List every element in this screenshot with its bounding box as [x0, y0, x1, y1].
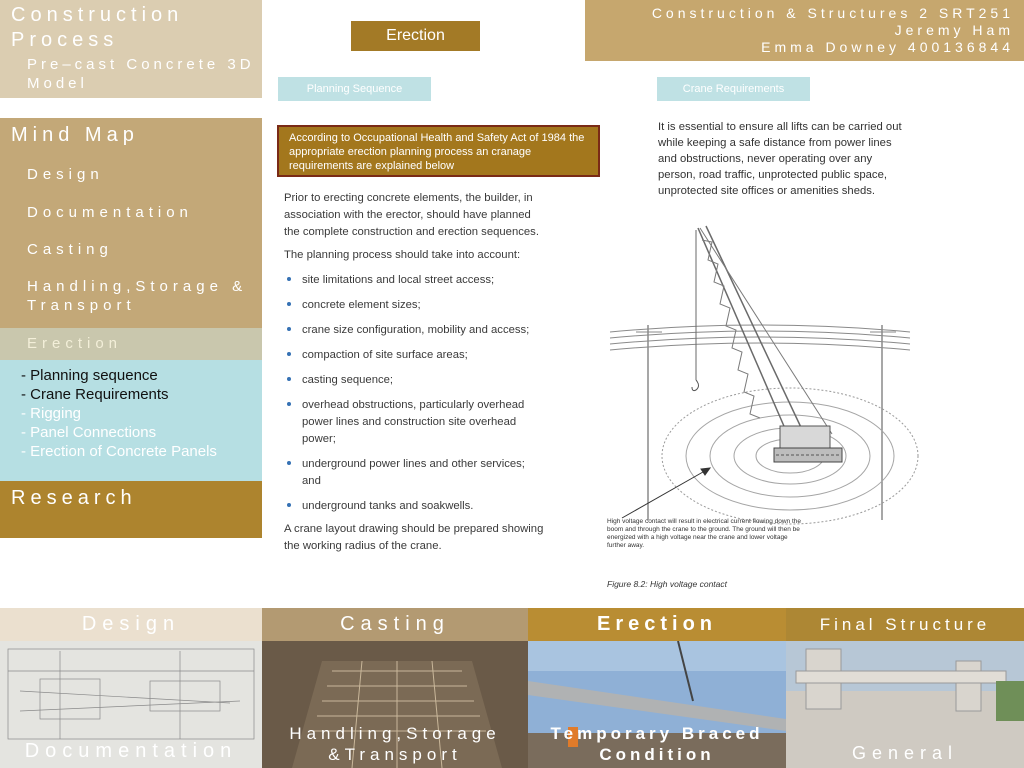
figure-caption: Figure 8.2: High voltage contact — [607, 579, 728, 589]
nav-design[interactable]: Design — [0, 608, 262, 641]
nav-general[interactable]: General — [851, 743, 959, 763]
page-title: Construction Process — [11, 4, 184, 51]
lecturer-name: Jeremy Ham — [894, 22, 1014, 38]
nav-casting[interactable]: Casting — [262, 608, 528, 641]
submenu-panel-connections[interactable]: - Panel Connections — [21, 424, 157, 441]
nav-erection[interactable]: Erection — [528, 608, 786, 641]
sidebar-item-handling[interactable]: Handling,Storage & Transport — [27, 278, 248, 314]
nav-temporary-tile[interactable] — [528, 641, 786, 768]
list-item: • casting sequence; — [302, 370, 546, 389]
sidebar-item-erection[interactable]: Erection — [27, 335, 123, 352]
submenu-erection-panels[interactable]: - Erection of Concrete Panels — [21, 443, 217, 460]
crane-power-line-diagram — [600, 220, 930, 565]
planning-bullet-list — [284, 270, 546, 515]
list-item: • compaction of site surface areas; — [302, 345, 546, 364]
submenu-planning-sequence[interactable]: - Planning sequence — [21, 367, 158, 384]
sidebar-item-research[interactable]: Research — [11, 487, 137, 509]
page-subtitle: Pre–cast Concrete 3D Model — [27, 56, 255, 92]
planning-text — [284, 190, 546, 561]
nav-general-tile[interactable] — [786, 641, 1024, 768]
student-name: Emma Downey 400136844 — [761, 39, 1014, 55]
sidebar-item-documentation[interactable]: Documentation — [27, 204, 193, 221]
contact-note: High voltage contact will result in electrical current flowing down the boom and through the crane to the ground. The ground will then be energized with a high voltage near the crane and lower voltage further away. — [607, 518, 802, 549]
tab-planning-sequence[interactable]: Planning Sequence — [278, 77, 431, 101]
list-item: • underground tanks and soakwells. — [302, 496, 546, 515]
list-item: • crane size configuration, mobility and access; — [302, 320, 546, 339]
nav-final-structure[interactable]: Final Structure — [786, 608, 1024, 641]
nav-temporary-braced[interactable]: Temporary Braced Condition — [550, 724, 764, 764]
nav-documentation-tile[interactable] — [0, 641, 262, 768]
planning-paragraph: The planning process should take into account: — [284, 249, 521, 261]
list-item: • site limitations and local street access; — [302, 270, 546, 289]
intro-callout: According to Occupational Health and Safety Act of 1984 the appropriate erection planning process an cranage requirements are explained below — [277, 125, 600, 177]
sidebar-item-design[interactable]: Design — [27, 166, 104, 183]
nav-documentation[interactable]: Documentation — [24, 740, 238, 762]
list-item: • concrete element sizes; — [302, 295, 546, 314]
planning-paragraph: A crane layout drawing should be prepared showing the working radius of the crane. — [284, 523, 544, 552]
submenu-crane-requirements[interactable]: - Crane Requirements — [21, 386, 169, 403]
crane-requirements-text: It is essential to ensure all lifts can be carried out while keeping a safe distance from power lines and obstructions, never operating over any person, road traffic, unprotected public space, unprotected site offices or amenities sheds. — [658, 121, 902, 197]
course-name: Construction & Structures 2 SRT251 — [651, 5, 1014, 21]
submenu-rigging[interactable]: - Rigging — [21, 405, 82, 422]
section-erection-button[interactable]: Erection — [351, 21, 480, 51]
nav-handling-tile[interactable] — [262, 641, 528, 768]
planning-paragraph: Prior to erecting concrete elements, the builder, in association with the erector, should have planned the complete construction and erection sequences. — [284, 192, 539, 238]
sidebar-item-casting[interactable]: Casting — [27, 241, 113, 258]
list-item: • underground power lines and other services; and — [302, 454, 546, 490]
tab-crane-requirements[interactable]: Crane Requirements — [657, 77, 810, 101]
mindmap-title[interactable]: Mind Map — [11, 124, 139, 146]
list-item: • overhead obstructions, particularly overhead power lines and construction site overhead power; — [302, 395, 546, 448]
nav-handling[interactable]: Handling,Storage &Transport — [289, 724, 501, 764]
